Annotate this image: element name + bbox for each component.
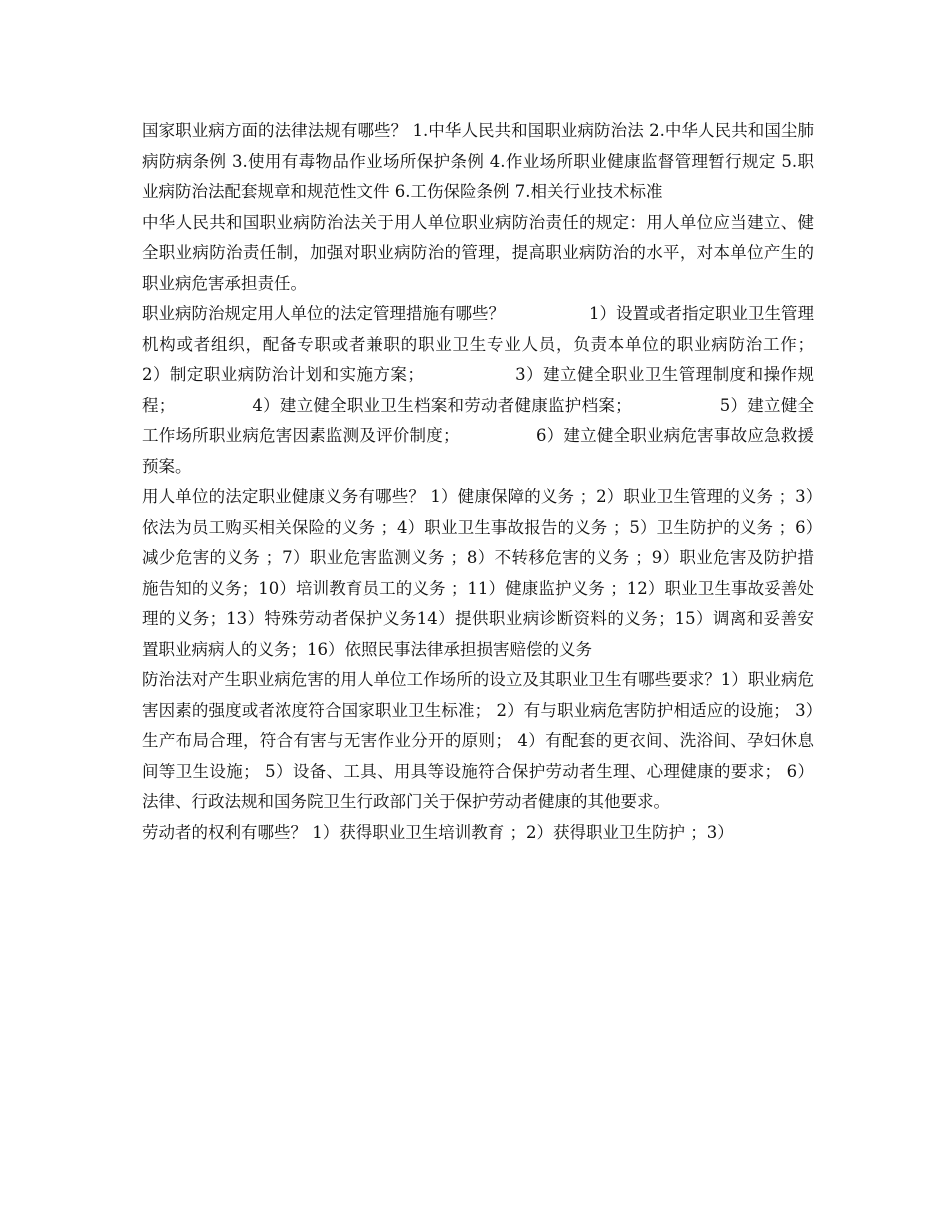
paragraph-health-obligations: 用人单位的法定职业健康义务有哪些？ 1）健康保障的义务 ；2）职业卫生管理的义务 ；3）依法为员工购买相关保险的义务 ；4）职业卫生事故报告的义务 ；5）卫生防护的义务 ；6）减少危害的义务 ；7）职业危害监测义务 ；8）不转移危害的义务 ；9）职业危害及防护措施告知的义务；10）培训教育员工的义务 ；11）健康监护义务 ；12）职业卫生事故妥善处理的义务；13）特殊劳动者保护义务14）提供职业病诊断资料的义务；15）调离和妥善安置职业病病人的义务；16）依照民事法律承担损害赔偿的义务 (142, 487, 814, 659)
paragraph-employer-responsibility: 中华人民共和国职业病防治法关于用人单位职业病防治责任的规定：用人单位应当建立、健全职业病防治责任制，加强对职业病防治的管理，提高职业病防治的水平，对本单位产生的职业病危害承担责任。 (142, 212, 814, 293)
document-body (142, 116, 877, 848)
paragraph-management-measures: 职业病防治规定用人单位的法定管理措施有哪些？ 1）设置或者指定职业卫生管理机构或者组织，配备专职或者兼职的职业卫生专业人员，负责本单位的职业病防治工作； 2）制定职业病防治计划和实施方案； 3）建立健全职业卫生管理制度和操作规程； 4）建立健全职业卫生档案和劳动者健康监护档案； 5）建立健全工作场所职业病危害因素监测及评价制度； 6）建立健全职业病危害事故应急救援预案。 (142, 304, 877, 476)
paragraph-worker-rights: 劳动者的权利有哪些？ 1）获得职业卫生培训教育 ；2）获得职业卫生防护 ；3） (142, 822, 734, 842)
paragraph-workplace-requirements: 防治法对产生职业病危害的用人单位工作场所的设立及其职业卫生有哪些要求？1）职业病危害因素的强度或者浓度符合国家职业卫生标准； 2）有与职业病危害防护相适应的设施； 3）生产布局合理，符合有害与无害作业分开的原则； 4）有配套的更衣间、洗浴间、孕妇休息间等卫生设施； 5）设备、工具、用具等设施符合保护劳动者生理、心理健康的要求； 6）法律、行政法规和国务院卫生行政部门关于保护劳动者健康的其他要求。 (142, 670, 814, 811)
paragraph-occupational-disease-laws: 国家职业病方面的法律法规有哪些？ 1.中华人民共和国职业病防治法 2.中华人民共和国尘肺病防病条例 3.使用有毒物品作业场所保护条例 4.作业场所职业健康监督管理暂行规定 5.职业病防治法配套规章和规范性文件 6.工伤保险条例 7.相关行业技术标准 (142, 121, 814, 201)
